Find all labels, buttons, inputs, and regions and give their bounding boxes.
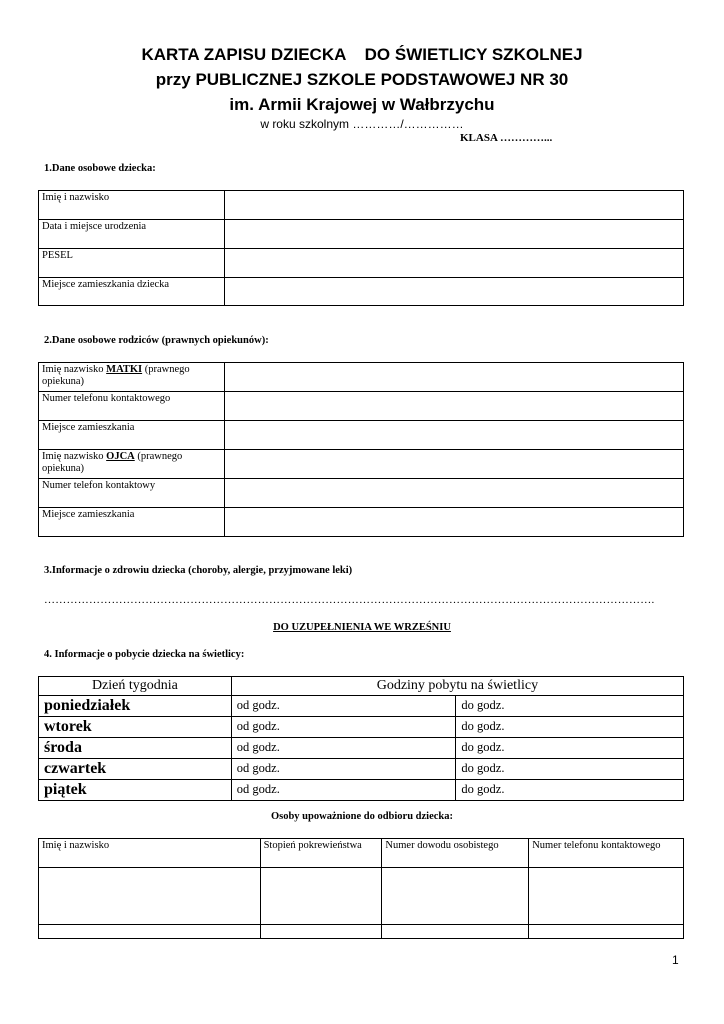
father-name-field[interactable] <box>224 450 683 479</box>
section4-heading: 4. Informacje o pobycie dziecka na świetlicy: <box>44 649 245 660</box>
column-header-hours: Godziny pobytu na świetlicy <box>231 677 683 696</box>
row-label-address: Miejsce zamieszkania dziecka <box>39 278 225 306</box>
day-tuesday: wtorek <box>39 717 232 738</box>
page-number: 1 <box>672 953 679 967</box>
person-phone-cell[interactable] <box>529 868 684 925</box>
column-header-id-number: Numer dowodu osobistego <box>382 839 529 868</box>
father-address-field[interactable] <box>224 508 683 537</box>
column-header-name: Imię i nazwisko <box>39 839 261 868</box>
row-label-pesel: PESEL <box>39 249 225 278</box>
form-title-line2: przy PUBLICZNEJ SZKOLE PODSTAWOWEJ NR 30 <box>155 70 569 89</box>
section3-heading: 3.Informacje o zdrowiu dziecka (choroby, alergie, przyjmowane leki) <box>44 565 353 576</box>
person-relation-cell[interactable] <box>260 925 382 939</box>
friday-from-field[interactable]: od godz. <box>231 780 456 801</box>
child-address-field[interactable] <box>224 278 683 306</box>
row-label-father-address: Miejsce zamieszkania <box>39 508 225 537</box>
thursday-from-field[interactable]: od godz. <box>231 759 456 780</box>
day-friday: piątek <box>39 780 232 801</box>
form-title-line3: im. Armii Krajowej w Wałbrzychu <box>229 95 495 114</box>
parents-data-table <box>38 362 684 537</box>
row-label-birth: Data i miejsce urodzenia <box>39 220 225 249</box>
row-label-father-phone: Numer telefon kontaktowy <box>39 479 225 508</box>
day-monday: poniedziałek <box>39 696 232 717</box>
person-relation-cell[interactable] <box>260 868 382 925</box>
school-year-line: w roku szkolnym …………/…………… <box>260 117 464 131</box>
attendance-table <box>38 676 684 801</box>
wednesday-to-field[interactable]: do godz. <box>456 738 684 759</box>
section2-heading: 2.Dane osobowe rodziców (prawnych opiekunów): <box>44 335 269 346</box>
person-id-cell[interactable] <box>382 925 529 939</box>
row-label-mother: Imię nazwisko MATKI (prawnego opiekuna) <box>39 363 225 392</box>
mother-phone-field[interactable] <box>224 392 683 421</box>
mother-keyword: MATKI <box>106 364 143 375</box>
day-wednesday: środa <box>39 738 232 759</box>
child-pesel-field[interactable] <box>224 249 683 278</box>
row-label-mother-phone: Numer telefonu kontaktowego <box>39 392 225 421</box>
tuesday-to-field[interactable]: do godz. <box>456 717 684 738</box>
section1-heading: 1.Dane osobowe dziecka: <box>44 163 156 174</box>
monday-from-field[interactable]: od godz. <box>231 696 456 717</box>
father-phone-field[interactable] <box>224 479 683 508</box>
wednesday-from-field[interactable]: od godz. <box>231 738 456 759</box>
row-label-father: Imię nazwisko OJCA (prawnego opiekuna) <box>39 450 225 479</box>
day-thursday: czwartek <box>39 759 232 780</box>
mother-name-field[interactable] <box>224 363 683 392</box>
section5-heading: Osoby upoważnione do odbioru dziecka: <box>270 811 454 822</box>
health-info-line[interactable]: ………………………………………………………………………………………………………………………………………………. <box>44 594 655 606</box>
person-name-cell[interactable] <box>39 925 261 939</box>
mother-address-field[interactable] <box>224 421 683 450</box>
column-header-phone: Numer telefonu kontaktowego <box>529 839 684 868</box>
friday-to-field[interactable]: do godz. <box>456 780 684 801</box>
column-header-day: Dzień tygodnia <box>39 677 232 696</box>
form-title-line1: KARTA ZAPISU DZIECKA DO ŚWIETLICY SZKOLNEJ <box>141 45 583 64</box>
child-data-table <box>38 190 684 306</box>
tuesday-from-field[interactable]: od godz. <box>231 717 456 738</box>
father-keyword: OJCA <box>106 451 135 462</box>
child-name-field[interactable] <box>224 191 683 220</box>
child-birth-field[interactable] <box>224 220 683 249</box>
authorized-persons-table <box>38 838 684 939</box>
person-phone-cell[interactable] <box>529 925 684 939</box>
column-header-relation: Stopień pokrewieństwa <box>260 839 382 868</box>
thursday-to-field[interactable]: do godz. <box>456 759 684 780</box>
person-id-cell[interactable] <box>382 868 529 925</box>
monday-to-field[interactable]: do godz. <box>456 696 684 717</box>
klasa-field: KLASA …………... <box>460 132 553 144</box>
person-name-cell[interactable] <box>39 868 261 925</box>
row-label-name: Imię i nazwisko <box>39 191 225 220</box>
september-notice: DO UZUPEŁNIENIA WE WRZEŚNIU <box>273 622 451 633</box>
row-label-mother-address: Miejsce zamieszkania <box>39 421 225 450</box>
